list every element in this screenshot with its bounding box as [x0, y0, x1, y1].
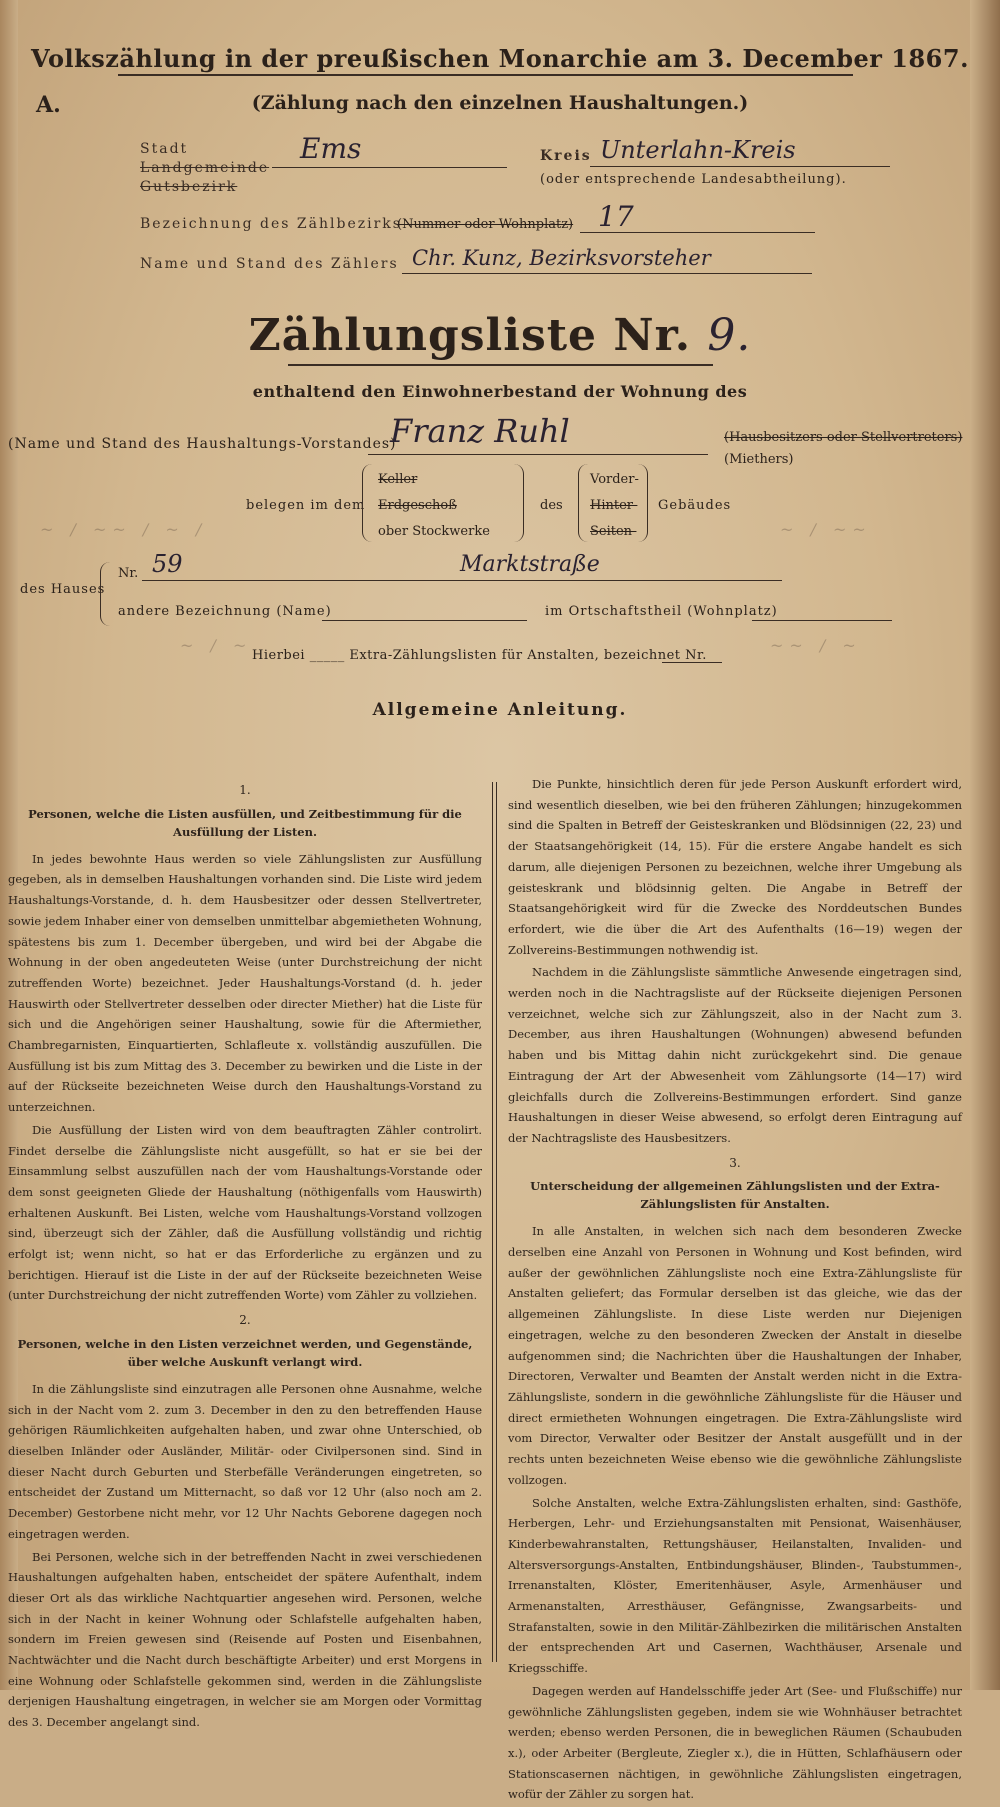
liste-title-rule: [288, 364, 713, 366]
section-3-number: 3.: [729, 1155, 741, 1170]
section-3-heading: Unterscheidung der allgemeinen Zählungslisten und der Extra-Zählungslisten für Anstalten.: [530, 1179, 940, 1212]
section-1-paragraph-2: Die Ausfüllung der Listen wird von dem beauftragten Zähler controlirt. Findet derselbe die Zählungsliste nicht ausgefüllt, so hat er sie bei der Einsammlung selbst auszufüllen nach der vom Haushaltungs-Vorstande oder dem sonst geeigneten Gliede der Haushaltung (nöthigenfalls vom Hauswirth) erhaltenen Auskunft. Bei Listen, welche vom Haushaltungs-Vorstand vollzogen sind, überzeugt sich der Zähler, daß die Ausfüllung vollständig und richtig erfolgt ist; wenn nicht, so hat er das Erforderliche zu ergänzen und zu berichtigen. Hierauf ist die Liste in der auf der Rückseite bezeichneten Weise (unter Durchstreichung der nicht zutreffenden Worte) vom Zähler zu vollziehen.: [8, 1122, 482, 1303]
bleed-through-mark-2: ~ ∕ ~~: [780, 520, 872, 539]
form-title: Volkszählung in der preußischen Monarchie am 3. December 1867.: [31, 44, 969, 73]
anleitung-title: Allgemeine Anleitung.: [372, 700, 628, 720]
vorstand-note: (Miethers): [724, 452, 794, 467]
right-paragraph-1: Die Punkte, hinsichtlich deren für jede Person Auskunft erfordert wird, sind wesentlich dieselben, wie bei den früheren Zählungen; hinzugekommen sind die Spalten in Betreff der Geisteskranken und Blödsinnigen (22, 23) und der Staatsangehörigkeit (14, 15). Für die erstere Angabe handelt es sich darum, alle diejenigen Personen zu bezeichnen, welche ihrer Umgebung als geisteskrank und blödsinnig gelten. Die Angabe in Betreff der Staatsangehörigkeit wird für die Zwecke des Norddeutschen Bundes erfordert, wie die über die Art des Aufenthalts (16—19) wegen der Zollvereins-Bestimmungen nothwendig ist.: [508, 777, 962, 957]
kreis-value: Unterlahn-Kreis: [600, 136, 796, 164]
vorstand-struck-note: (Hausbesitzers oder Stellvertreters): [724, 430, 963, 445]
hauses-street-value: Marktstraße: [460, 552, 600, 577]
liste-number: 9.: [707, 310, 752, 361]
column-divider: [492, 782, 497, 1662]
extra-listen-line: [662, 644, 722, 663]
hauses-nr-value: 59: [152, 550, 183, 578]
vorstand-value: Franz Ruhl: [390, 412, 570, 450]
zaehler-value: Chr. Kunz, Bezirksvorsteher: [412, 246, 711, 270]
zaehlbezirk-struck-note: (Nummer oder Wohnplatz): [397, 217, 574, 232]
extra-listen-note: Hierbei _____ Extra-Zählungslisten für Anstalten, bezeichnet Nr.: [252, 648, 707, 663]
lage-gebaeude: Gebäudes: [658, 498, 732, 513]
section-1-heading: Personen, welche die Listen ausfüllen, und Zeitbestimmung für die Ausfüllung der Listen.: [28, 806, 462, 839]
liste-title: [0, 310, 1000, 361]
kreis-label: Kreis: [540, 148, 592, 164]
zaehlbezirk-value: 17: [598, 200, 634, 233]
lage-gelegen: belegen im dem: [246, 498, 366, 513]
bleed-through-mark-3: ~ ∕ ~: [180, 636, 253, 655]
label-gutsbezirk: Gutsbezirk: [140, 179, 238, 195]
building-option-vorder: Vorder-: [590, 472, 639, 487]
building-option-hinter: Hinter-: [590, 498, 638, 513]
hauses-andere-label: andere Bezeichnung (Name): [118, 604, 332, 619]
lage-des: des: [540, 498, 563, 513]
district-type-label: [140, 140, 269, 197]
form-letter: A.: [36, 92, 61, 118]
hauses-bracket: [100, 562, 117, 626]
bleed-through-mark-4: ~~ ∕ ~: [770, 636, 862, 655]
vorstand-label: (Name und Stand des Haushaltungs-Vorstandes): [8, 436, 397, 452]
form-subtitle: (Zählung nach den einzelnen Haushaltungen.): [251, 92, 749, 114]
zaehlbezirk-label: Bezeichnung des Zählbezirks: [140, 216, 402, 232]
title-rule: [118, 74, 853, 76]
section-1-paragraph-1: In jedes bewohnte Haus werden so viele Zählungslisten zur Ausfüllung gegeben, als in demselben Haushaltungen vorhanden sind. Die Liste wird jedem Haushaltungs-Vorstande, d. h. dem Hausbesitzer oder dessen Stellvertreter, sowie jedem Inhaber einer von demselben unmittelbar abgemietheten Wohnung, spätestens bis zum 1. December übergeben, und wird bei der Abgabe die Wohnung in der oben angedeuteten Weise (unter Durchstreichung der nicht zutreffenden Worte) bezeichnet. Jeder Haushaltungs-Vorstand (d. h. jeder Hauswirth oder Stellvertreter desselben oder directer Miether) hat die Liste für sich und die Angehörigen seiner Haushaltung, sowie für die Aftermiether, Chambregarnisten, Einquartierten, Schlafleute x. vollständig auszufüllen. Die Ausfüllung ist bis zum Mittag des 3. December zu bewirken und die Liste in der auf der Rückseite bezeichneten Weise durch den Haushaltungs-Vorstand zu unterzeichnen.: [8, 851, 482, 1115]
bleed-through-mark-1: ~ ∕ ~~ ∕ ~ ∕: [40, 520, 208, 539]
section-2-paragraph-1: In die Zählungsliste sind einzutragen alle Personen ohne Ausnahme, welche sich in der Nacht vom 2. zum 3. December in den zu den betreffenden Hause gehörigen Räumlichkeiten aufgehalten haben, und zwar ohne Unterschied, ob dieselben Inländer oder Ausländer, Militär- oder Civilpersonen sind. Sind in dieser Nacht durch Geburten und Sterbefälle Veränderungen eingetreten, so entscheidet der Zustand um Mitternacht, so daß vor 12 Uhr (also noch am 2. December) Gestorbene nicht mehr, vor 12 Uhr Nachts Geborene dagegen noch eingetragen werden.: [8, 1381, 482, 1541]
building-option-seiten: Seiten-: [590, 524, 637, 539]
label-stadt: Stadt: [140, 141, 189, 157]
page-right-edge: [970, 0, 1000, 1690]
liste-subtitle: enthaltend den Einwohnerbestand der Wohnung des: [252, 382, 748, 401]
stock-option-keller: Keller: [378, 472, 418, 487]
zaehler-label: Name und Stand des Zählers: [140, 256, 399, 272]
hauses-ortschaft-line: [752, 600, 892, 621]
right-paragraph-5: Dagegen werden auf Handelsschiffe jeder Art (See- und Flußschiffe) nur gewöhnliche Zählungslisten gegeben, indem sie wie Wohnhäuser betrachtet werden; ebenso werden Personen, die in beweglichen Räumen (Schaubuden x.), oder Arbeiter (Bergleute, Ziegler x.), die in Hütten, Schlafhäusern oder Stationscasernen nächtigen, in gewöhnliche Zählungslisten eingetragen, wofür der Zähler zu sorgen hat.: [508, 1683, 962, 1802]
section-2-paragraph-2: Bei Personen, welche sich in der betreffenden Nacht in zwei verschiedenen Haushaltungen aufgehalten haben, entscheidet der spätere Aufenthalt, indem dieser Ort als das wirkliche Nachtquartier angesehen wird. Personen, welche sich in der Nacht in keiner Wohnung oder Schlafstelle aufgehalten haben, sondern im Freien gewesen sind (Reisende auf Posten und Eisenbahnen, Nachtwächter und die Nacht durch beschäftigte Arbeiter) und erst Morgens in eine Wohnung oder Schlafstelle gekommen sind, werden in die Zählungsliste derjenigen Haushaltung eingetragen, in welcher sie am Morgen oder Vormittag des 3. December angelangt sind.: [8, 1549, 482, 1730]
hauses-ortschaft-label: im Ortschaftstheil (Wohnplatz): [545, 604, 778, 619]
hauses-andere-line: [322, 600, 527, 621]
liste-title-text: Zählungsliste Nr.: [248, 310, 692, 361]
anleitung-left-column: [8, 776, 482, 1735]
district-value: Ems: [300, 132, 362, 165]
stock-option-stockwerk: ober Stockwerke: [378, 524, 490, 539]
right-paragraph-3: In alle Anstalten, in welchen sich nach dem besonderen Zwecke derselben eine Anzahl von Personen in Wohnung und Kost befinden, wird außer der gewöhnlichen Zählungsliste noch eine Extra-Zählungsliste für Anstalten geliefert; das Formular derselben ist das gleiche, wie das der allgemeinen Zählungsliste. In diese Liste werden nur Diejenigen eingetragen, welche zu den besonderen Zwecken der Anstalt in dieselbe aufgenommen sind; die Nachrichten über die Haushaltungen der Inhaber, Directoren, Verwalter und Beamten der Anstalt werden nicht in die Extra-Zählungsliste, sondern in die gewöhnliche Zählungsliste für die Häuser und direct ermietheten Wohnungen eingetragen. Die Extra-Zählungsliste wird vom Director, Verwalter oder Besitzer der Anstalt ausgefüllt und in der rechts unten bezeichneten Weise ebenso wie die gewöhnliche Zählungsliste vollzogen.: [508, 1224, 962, 1487]
hauses-label: des Hauses: [20, 582, 106, 597]
right-paragraph-4: Solche Anstalten, welche Extra-Zählungslisten erhalten, sind: Gasthöfe, Herbergen, Lehr- und Erziehungsanstalten mit Pensionat, Waisenhäuser, Kinderbewahranstalten, Rettungshäuser, Heilanstalten, Invaliden- und Altersversorgungs-Anstalten, Entbindungshäuser, Blinden-, Taubstummen-, Irrenanstalten, Klöster, Emeritenhäuser, Asyle, Armenhäuser und Armenanstalten, Arresthäuser, Gefängnisse, Zwangsarbeits- und Strafanstalten, sowie in den Militär-Zählbezirken die militärischen Anstalten der entsprechenden Art und Casernen, Wachthäuser, Arsenale und Kriegsschiffe.: [508, 1495, 962, 1676]
section-1-number: 1.: [239, 783, 251, 797]
hauses-nr-label: Nr.: [118, 566, 139, 581]
kreis-note: (oder entsprechende Landesabtheilung).: [540, 172, 847, 187]
stock-option-erdgeschoss: Erdgeschoß: [378, 498, 457, 513]
label-landgemeinde: Landgemeinde: [140, 160, 270, 176]
right-paragraph-2: Nachdem in die Zählungsliste sämmtliche Anwesende eingetragen sind, werden noch in die Nachtragsliste auf der Rückseite diejenigen Personen verzeichnet, welche sich zur Zählungszeit, also in der Nacht zum 3. December, aus ihren Haushaltungen (Wohnungen) abwesend befunden haben und bis Mittag dahin nicht zurückgekehrt sind. Die genaue Eintragung der Art der Abwesenheit vom Zählungsorte (14—17) wird gleichfalls durch die Zollvereins-Bestimmungen erfordert. Sind ganze Haushaltungen in dieser Weise abwesend, so erfolgt deren Eintragung auf der Nachtragsliste des Hausbesitzers.: [508, 965, 962, 1145]
anleitung-right-column: [508, 774, 962, 1807]
section-2-number: 2.: [239, 1313, 251, 1328]
section-2-heading: Personen, welche in den Listen verzeichnet werden, und Gegenstände, über welche Auskunft verlangt wird.: [17, 1336, 473, 1369]
